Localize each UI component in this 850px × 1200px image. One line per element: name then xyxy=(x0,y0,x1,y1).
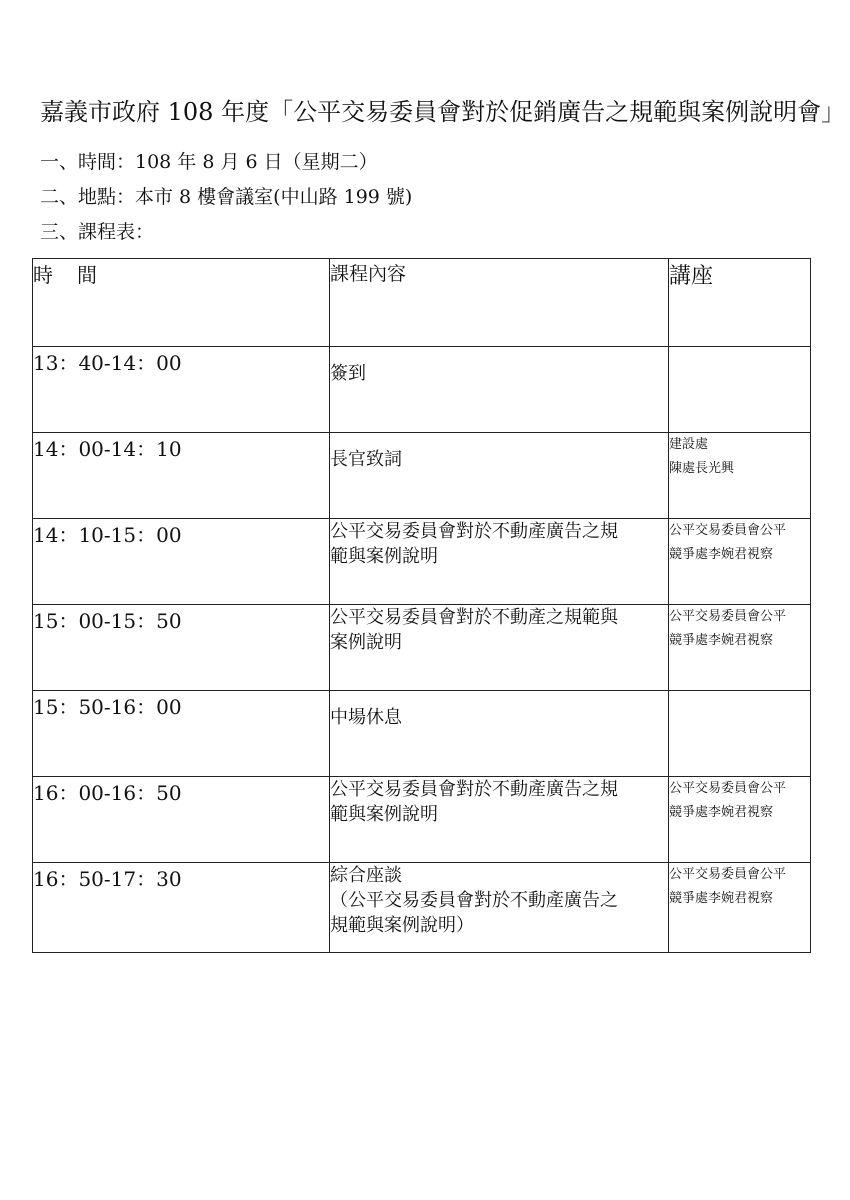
header-speaker: 講座 xyxy=(669,259,811,347)
speaker-cell xyxy=(669,777,811,863)
content-cell xyxy=(330,777,669,863)
speaker-line: 陳處長光興 xyxy=(669,461,735,476)
speaker-cell xyxy=(669,691,811,777)
content-line: 規範與案例說明） xyxy=(330,915,474,936)
content-cell xyxy=(330,863,669,953)
table-row xyxy=(33,605,811,691)
time-cell: 15：50-16：00 xyxy=(33,691,330,777)
speaker-cell xyxy=(669,433,811,519)
content-cell xyxy=(330,433,669,519)
speaker-cell xyxy=(669,519,811,605)
time-cell: 14：00-14：10 xyxy=(33,433,330,519)
content-cell xyxy=(330,605,669,691)
header-time-char-1: 時 xyxy=(33,263,53,287)
info-time: 一、時間：108 年 8 月 6 日（星期二） xyxy=(40,151,378,173)
content-cell xyxy=(330,347,669,433)
time-cell: 14：10-15：00 xyxy=(33,519,330,605)
speaker-line: 競爭處李婉君視察 xyxy=(669,547,774,562)
content-cell xyxy=(330,691,669,777)
speaker-line: 建設處 xyxy=(669,437,709,452)
table-row xyxy=(33,347,811,433)
time-cell: 15：00-15：50 xyxy=(33,605,330,691)
schedule-table xyxy=(32,258,811,953)
speaker-cell xyxy=(669,605,811,691)
speaker-line: 公平交易委員會公平 xyxy=(669,609,787,624)
content-line: 公平交易委員會對於不動產廣告之規 xyxy=(330,779,618,800)
info-schedule-label: 三、課程表： xyxy=(40,221,155,243)
table-row xyxy=(33,519,811,605)
table-row xyxy=(33,433,811,519)
content-line: （公平交易委員會對於不動產廣告之 xyxy=(330,890,618,911)
document-title: 嘉義市政府 108 年度「公平交易委員會對於促銷廣告之規範與案例說明會」 xyxy=(40,98,846,126)
content-line: 範與案例說明 xyxy=(330,804,438,825)
speaker-cell xyxy=(669,347,811,433)
speaker-line: 公平交易委員會公平 xyxy=(669,523,787,538)
time-cell: 16：50-17：30 xyxy=(33,863,330,953)
speaker-line: 競爭處李婉君視察 xyxy=(669,633,774,648)
header-time xyxy=(33,259,330,347)
content-line: 範與案例說明 xyxy=(330,546,438,567)
table-row xyxy=(33,863,811,953)
table-row xyxy=(33,777,811,863)
content-line: 長官致詞 xyxy=(330,449,402,470)
content-line: 案例說明 xyxy=(330,632,402,653)
header-time-char-2: 間 xyxy=(77,263,97,287)
speaker-line: 競爭處李婉君視察 xyxy=(669,891,774,906)
content-line: 中場休息 xyxy=(330,707,402,728)
content-line: 公平交易委員會對於不動產廣告之規 xyxy=(330,521,618,542)
speaker-line: 競爭處李婉君視察 xyxy=(669,805,774,820)
table-row xyxy=(33,691,811,777)
time-cell: 13：40-14：00 xyxy=(33,347,330,433)
info-location: 二、地點：本市 8 樓會議室(中山路 199 號) xyxy=(40,186,413,208)
table-header-row xyxy=(33,259,811,347)
content-cell xyxy=(330,519,669,605)
content-line: 綜合座談 xyxy=(330,865,402,886)
content-line: 公平交易委員會對於不動產之規範與 xyxy=(330,607,618,628)
speaker-line: 公平交易委員會公平 xyxy=(669,867,787,882)
speaker-cell xyxy=(669,863,811,953)
header-content: 課程內容 xyxy=(330,259,669,347)
speaker-line: 公平交易委員會公平 xyxy=(669,781,787,796)
time-cell: 16：00-16：50 xyxy=(33,777,330,863)
content-line: 簽到 xyxy=(330,363,366,384)
